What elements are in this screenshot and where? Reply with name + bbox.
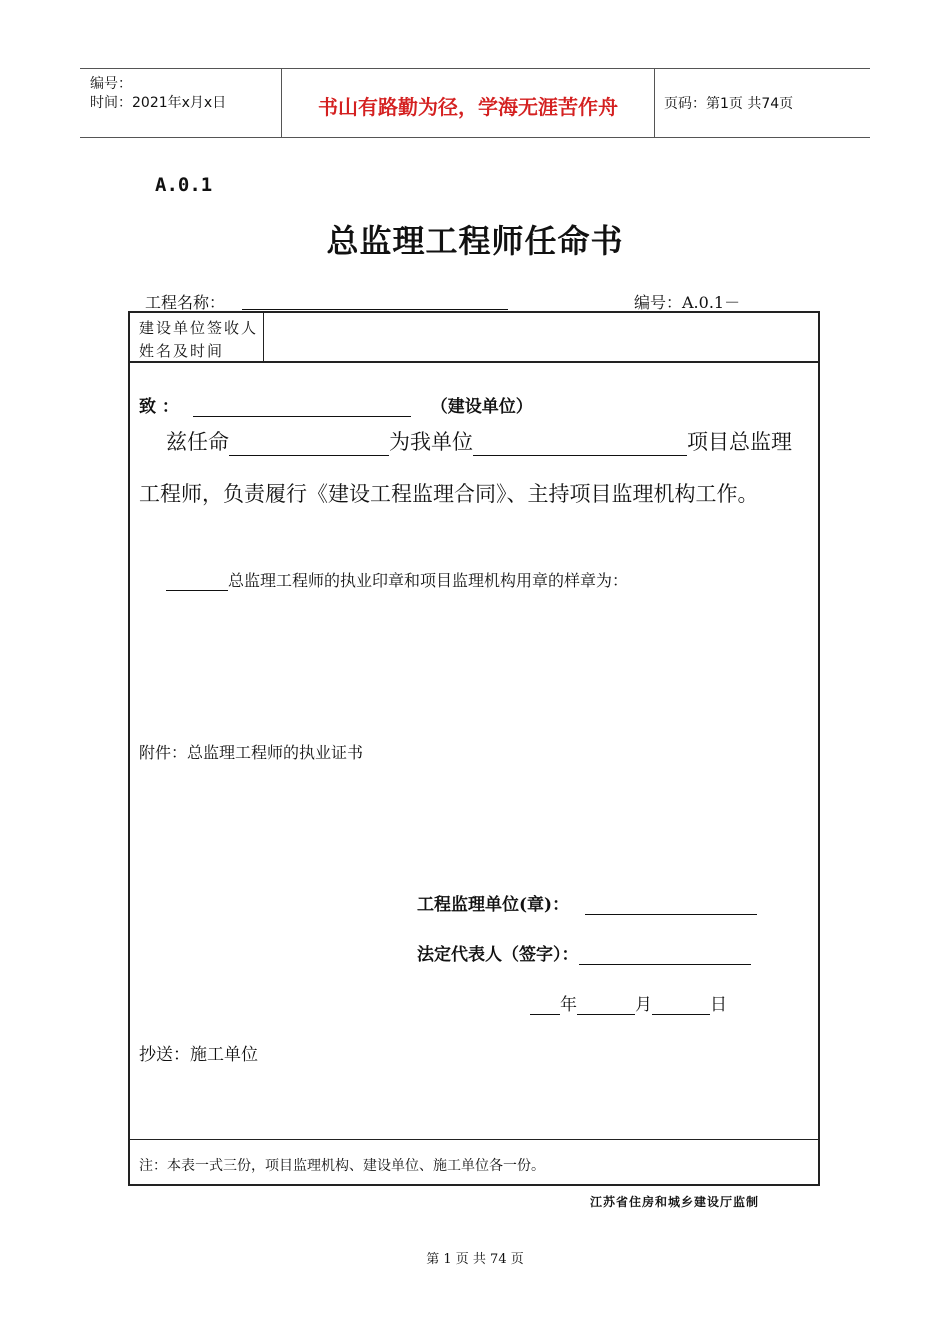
header-motto: 书山有路勤为径，学海无涯苦作舟: [318, 95, 618, 119]
supervision-unit-label: 工程监理单位(章)：: [417, 895, 570, 915]
signer-label: 建设单位签收人姓名及时间: [139, 319, 259, 360]
header-page-cell: [654, 69, 870, 137]
appoint-suffix: 项目总监理: [687, 430, 792, 454]
seal-name-field[interactable]: [166, 572, 228, 591]
attachment-text: 附件：总监理工程师的执业证书: [139, 743, 364, 762]
appointee-field[interactable]: [229, 433, 389, 456]
cc-text: 抄送：施工单位: [139, 1045, 258, 1065]
project-name-label: 工程名称：: [145, 293, 226, 312]
header-motto-cell: [281, 69, 655, 137]
note-text: 注：本表一式三份，项目监理机构、建设单位、施工单位各一份。: [139, 1158, 545, 1174]
header-page-info: 页码：第1页 共74页: [664, 96, 794, 112]
month-label: 月: [635, 995, 652, 1015]
month-field[interactable]: [577, 996, 635, 1015]
addressee-prefix: 致 ：: [139, 397, 179, 417]
header-meta-cell: [80, 69, 280, 137]
day-label: 日: [710, 995, 727, 1015]
supervision-unit-field[interactable]: [585, 896, 757, 915]
page-footer: 第 1 页 共 74 页: [426, 1252, 524, 1267]
addressee-suffix: （建设单位）: [430, 397, 533, 417]
legal-rep-field[interactable]: [579, 946, 751, 965]
supervision-unit-line: [417, 890, 757, 915]
form-number-label: 编号：A.0.1－: [634, 293, 741, 312]
year-field[interactable]: [530, 996, 560, 1015]
header-number-label: 编号：: [90, 76, 132, 92]
addressee-field[interactable]: [193, 398, 411, 417]
issuer-text: 江苏省住房和城乡建设厅监制: [590, 1195, 760, 1209]
cell-divider: [263, 313, 264, 361]
note-divider: [130, 1139, 818, 1140]
addressee-line: [139, 392, 533, 417]
seal-sample-text: 总监理工程师的执业印章和项目监理机构用章的样章为：: [228, 571, 629, 590]
day-field[interactable]: [652, 996, 710, 1015]
legal-rep-label: 法定代表人（签字）：: [417, 945, 579, 965]
legal-rep-line: [417, 940, 751, 965]
seal-sample-line: [166, 568, 628, 591]
appoint-prefix: 兹任命: [166, 430, 229, 454]
header-time-label: 时间：2021年x月x日: [90, 95, 227, 111]
appointment-line-2: 工程师，负责履行《建设工程监理合同》、主持项目监理机构工作。: [139, 482, 759, 506]
date-line: [530, 990, 727, 1015]
appoint-middle: 为我单位: [389, 430, 473, 454]
project-field[interactable]: [473, 433, 687, 456]
page-header: [80, 68, 870, 138]
form-code: A.0.1: [155, 174, 213, 196]
form-title: 总监理工程师任命书: [326, 222, 624, 260]
appointment-line-1: [166, 426, 792, 456]
year-label: 年: [560, 995, 577, 1015]
project-name-field[interactable]: [242, 309, 508, 310]
